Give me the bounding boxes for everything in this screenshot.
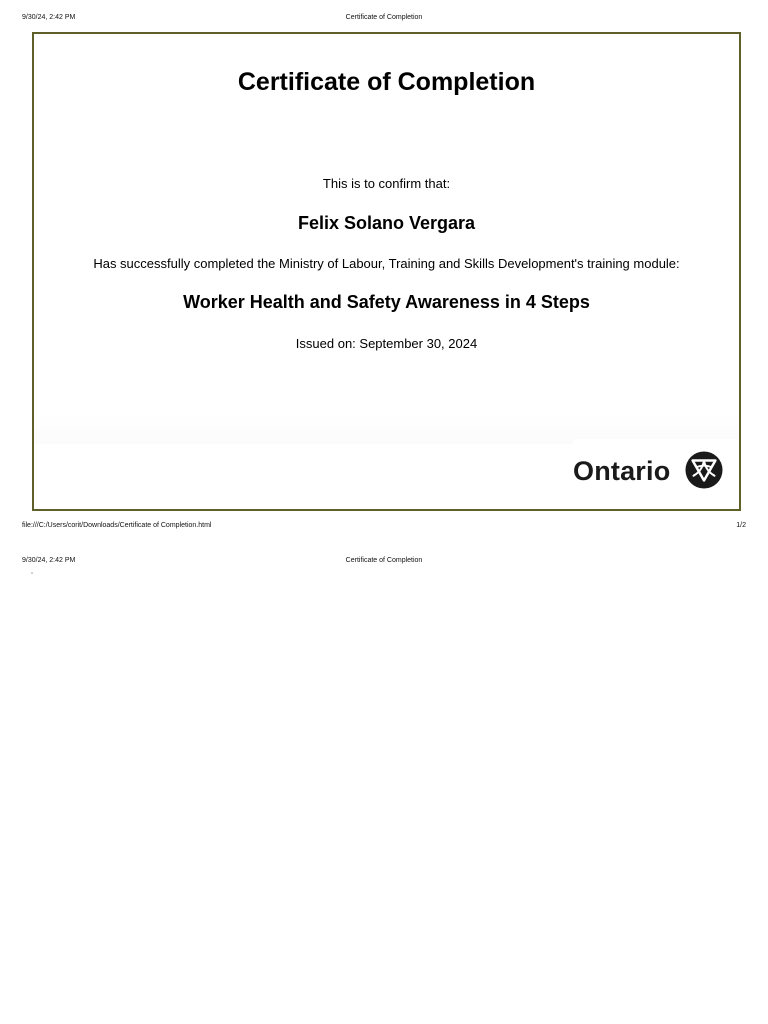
completion-statement: Has successfully completed the Ministry of Labour, Training and Skills Development's training module: [93, 256, 680, 271]
recipient-name: Felix Solano Vergara [297, 213, 476, 233]
certificate [32, 32, 741, 511]
print-header [0, 12, 768, 24]
certificate-title: Certificate of Completion [237, 68, 536, 96]
print-page-title: Certificate of Completion [345, 557, 423, 564]
confirm-text: This is to confirm that: [322, 176, 451, 191]
print-footer [0, 520, 768, 532]
ontario-wordmark: Ontario [573, 456, 671, 486]
ontario-logo [573, 439, 739, 509]
module-name: Worker Health and Safety Awareness in 4 Steps [183, 292, 590, 312]
print-datetime: 9/30/24, 2:42 PM [22, 557, 76, 564]
print-page-number: 1/2 [736, 522, 746, 529]
print-datetime: 9/30/24, 2:42 PM [22, 14, 76, 21]
print-header-page-2 [0, 555, 768, 567]
stray-mark: " [31, 573, 34, 579]
trillium-icon [685, 451, 723, 489]
issued-date: Issued on: September 30, 2024 [295, 336, 478, 351]
print-page-title: Certificate of Completion [345, 14, 423, 21]
print-file-path: file:///C:/Users/corit/Downloads/Certificate of Completion.html [22, 522, 212, 529]
